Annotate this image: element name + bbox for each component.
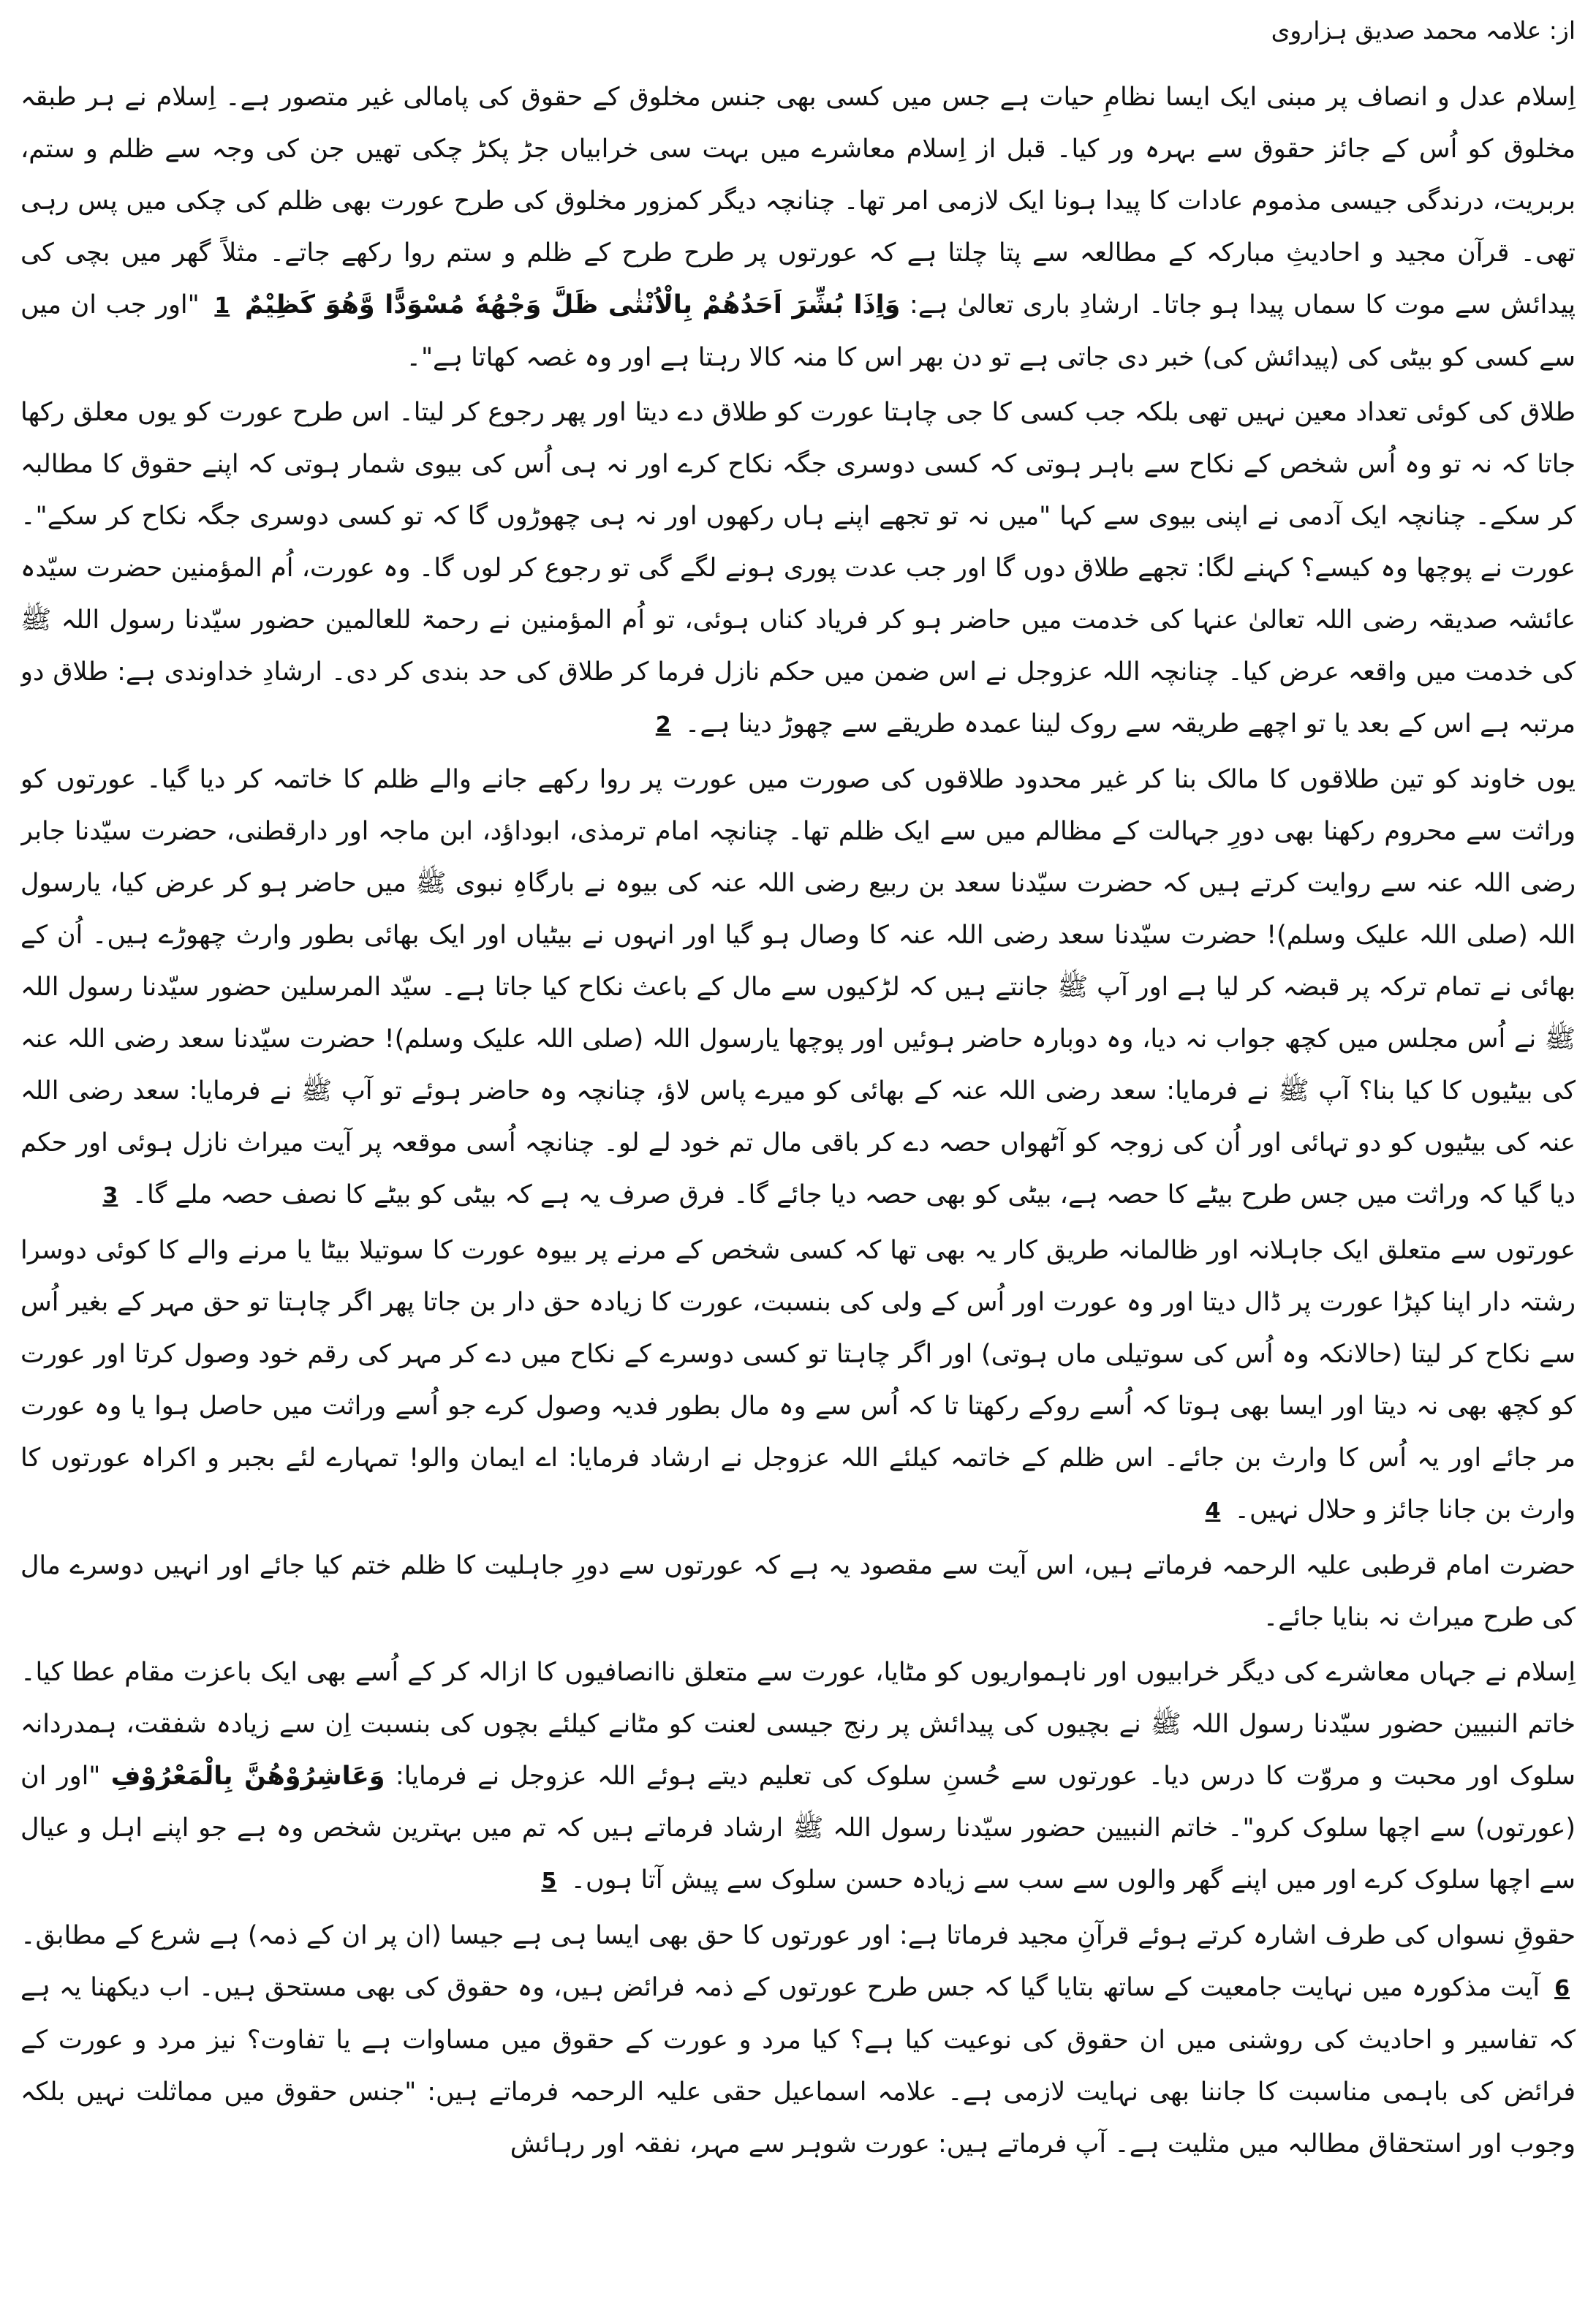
paragraph-qurtubi [20,1540,1576,1644]
paragraph-divorce [20,387,1576,751]
footnote-ref[interactable]: 5 [541,1868,557,1894]
paragraph-inheritance [20,754,1576,1222]
author-line: از: علامہ محمد صدیق ہزاروی [1271,16,1576,45]
paragraph-kindness [20,1647,1576,1907]
paragraph-widow [20,1225,1576,1537]
verse-translation: "اور جب ان میں سے کسی کو بیٹی کی (پیدائش کی) خبر دی جاتی ہے تو دن بھر اس کا منہ کالا رہتا ہے اور وہ غصہ کھاتا ہے"۔ [20,290,1576,372]
quran-verse: وَعَاشِرُوْهُنَّ بِالْمَعْرُوْفِ [110,1762,385,1791]
footnote-ref[interactable]: 6 [1554,1976,1570,2001]
paragraph-rights [20,1910,1576,2170]
verse-translation: "اور ان (عورتوں) سے اچھا سلوک کرو"۔ خاتم النبیین حضور سیّدنا رسول اللہ ﷺ ارشاد فرماتے ہیں کہ تم میں بہترین شخص وہ ہے جو اپنے اہل و عیال سے اچھا سلوک کرے اور میں اپنے گھر والوں سے سب سے زیادہ حسن سلوک سے پیش آتا ہوں۔ [20,1762,1576,1895]
footnote-ref[interactable]: 2 [655,712,671,738]
footnote-ref[interactable]: 3 [102,1183,118,1209]
paragraph-text: حقوقِ نسواں کی طرف اشارہ کرتے ہوئے قرآنِ مجید فرماتا ہے: اور عورتوں کا حق بھی ایسا ہی ہے جیسا (ان پر ان کے ذمہ) ہے شرع کے مطابق۔ [20,1921,1576,1950]
paragraph-continuation: آیت مذکورہ میں نہایت جامعیت کے ساتھ بتایا گیا کہ جس طرح عورتوں کے ذمہ فرائض ہیں، وہ حقوق کی بھی مستحق ہیں۔ اب دیکھنا یہ ہے کہ تفاسیر و احادیث کی روشنی میں ان حقوق کی نوعیت کیا ہے؟ کیا مرد و عورت کے حقوق میں مساوات ہے یا تفاوت؟ نیز مرد و عورت کے فرائض کی باہمی مناسبت کا جاننا بھی نہایت لازمی ہے۔ علامہ اسماعیل حقی علیہ الرحمہ فرماتے ہیں: "جنس حقوق میں مماثلت نہیں بلکہ وجوب اور استحقاق مطالبہ میں مثلیت ہے۔ آپ فرماتے ہیں: عورت شوہر سے مہر، نفقہ اور رہائش [20,1973,1576,2159]
paragraph-text: اِسلام نے جہاں معاشرے کی دیگر خرابیوں اور ناہمواریوں کو مٹایا، عورت سے متعلق ناانصافیوں کا ازالہ کر کے اُسے بھی ایک باعزت مقام عطا کیا۔ خاتم النبیین حضور سیّدنا رسول اللہ ﷺ نے بچیوں کی پیدائش پر رنج جیسی لعنت کو مٹانے کیلئے بچوں کی بنسبت اِن سے زیادہ شفقت، ہمدردانہ سلوک اور محبت و مروّت کا درس دیا۔ عورتوں سے حُسنِ سلوک کی تعلیم دیتے ہوئے اللہ عزوجل نے فرمایا: [20,1658,1576,1791]
paragraph-intro [20,72,1576,384]
paragraph-text: یوں خاوند کو تین طلاقوں کا مالک بنا کر غیر محدود طلاقوں کی صورت میں عورت پر روا رکھے جانے والے ظلم کا خاتمہ کر دیا گیا۔ عورتوں کو وراثت سے محروم رکھنا بھی دورِ جہالت کے مظالم میں سے ایک ظلم تھا۔ چنانچہ امام ترمذی، ابوداؤد، ابن ماجہ اور دارقطنی، حضرت سیّدنا جابر رضی اللہ عنہ سے روایت کرتے ہیں کہ حضرت سیّدنا سعد بن ربیع رضی اللہ عنہ کی بیوہ نے بارگاہِ نبوی ﷺ میں حاضر ہو کر عرض کیا، یارسول اللہ (صلی اللہ علیک وسلم)! حضرت سیّدنا سعد رضی اللہ عنہ کا وصال ہو گیا اور انہوں نے بیٹیاں اور ایک بھائی بطور وارث چھوڑے ہیں۔ اُن کے بھائی نے تمام ترکہ پر قبضہ کر لیا ہے اور آپ ﷺ جانتے ہیں کہ لڑکیوں سے مال کے باعث نکاح کیا جاتا ہے۔ سیّد المرسلین حضور سیّدنا رسول اللہ ﷺ نے اُس مجلس میں کچھ جواب نہ دیا، وہ دوبارہ حاضر ہوئیں اور پوچھا یارسول اللہ (صلی اللہ علیک وسلم)! حضرت سیّدنا سعد رضی اللہ عنہ کی بیٹیوں کا کیا بنا؟ آپ ﷺ نے فرمایا: سعد رضی اللہ عنہ کے بھائی کو میرے پاس لاؤ، چنانچہ وہ حاضر ہوئے تو آپ ﷺ نے فرمایا: سعد رضی اللہ عنہ کی بیٹیوں کو دو تہائی اور اُن کی زوجہ کو آٹھواں حصہ دے کر باقی مال تم خود لے لو۔ چنانچہ اُسی موقعہ پر آیت میراث نازل ہوئی اور حکم دیا گیا کہ وراثت میں جس طرح بیٹے کا حصہ ہے، بیٹی کو بھی حصہ دیا جائے گا۔ فرق صرف یہ ہے کہ بیٹی کو بیٹے کا نصف حصہ ملے گا۔ [20,765,1576,1209]
paragraph-text: اِسلام عدل و انصاف پر مبنی ایک ایسا نظامِ حیات ہے جس میں کسی بھی جنس مخلوق کے حقوق کی پامالی غیر متصور ہے۔ اِسلام نے ہر طبقہ مخلوق کو اُس کے جائز حقوق سے بہرہ ور کیا۔ قبل از اِسلام معاشرے میں بہت سی خرابیاں جڑ پکڑ چکی تھیں جن کی وجہ سے ظلم و ستم، بربریت، درندگی جیسی مذموم عادات کا پیدا ہونا ایک لازمی امر تھا۔ چنانچہ دیگر کمزور مخلوق کی طرح عورت بھی ظلم کی چکی میں پس رہی تھی۔ قرآن مجید و احادیثِ مبارکہ کے مطالعہ سے پتا چلتا ہے کہ عورتوں پر طرح طرح کے ظلم و ستم روا رکھے جاتے۔ مثلاً گھر میں بچی کی پیدائش سے موت کا سماں پیدا ہو جاتا۔ ارشادِ باری تعالیٰ ہے: [20,83,1576,320]
paragraph-text: طلاق کی کوئی تعداد معین نہیں تھی بلکہ جب کسی کا جی چاہتا عورت کو طلاق دے دیتا اور پھر رجوع کر لیتا۔ اس طرح عورت کو یوں معلق رکھا جاتا کہ نہ تو وہ اُس شخص کے نکاح سے باہر ہوتی کہ کسی دوسری جگہ نکاح کرے اور نہ ہی اُس کی بیوی شمار ہوتی کہ اپنے حقوق کا مطالبہ کر سکے۔ چنانچہ ایک آدمی نے اپنی بیوی سے کہا "میں نہ تو تجھے اپنے ہاں رکھوں اور نہ ہی چھوڑوں گا کہ تو کسی دوسری جگہ نکاح کر سکے"۔ عورت نے پوچھا وہ کیسے؟ کہنے لگا: تجھے طلاق دوں گا اور جب عدت پوری ہونے لگے گی تو رجوع کر لوں گا۔ وہ عورت، اُم المؤمنین حضرت سیّدہ عائشہ صدیقہ رضی اللہ تعالیٰ عنہا کی خدمت میں حاضر ہو کر فریاد کناں ہوئی، تو اُم المؤمنین نے رحمۃ للعالمین حضور سیّدنا رسول اللہ ﷺ کی خدمت میں واقعہ عرض کیا۔ چنانچہ اللہ عزوجل نے اس ضمن میں حکم نازل فرما کر طلاق کی حد بندی کر دی۔ ارشادِ خداوندی ہے: طلاق دو مرتبہ ہے اس کے بعد یا تو اچھے طریقہ سے روک لینا عمدہ طریقے سے چھوڑ دینا ہے۔ [20,398,1576,739]
paragraph-text: حضرت امام قرطبی علیہ الرحمہ فرماتے ہیں، اس آیت سے مقصود یہ ہے کہ عورتوں سے دورِ جاہلیت کا ظلم ختم کیا جائے اور انہیں دوسرے مال کی طرح میراث نہ بنایا جائے۔ [20,1551,1576,1632]
footnote-ref[interactable]: 1 [214,293,230,319]
footnote-ref[interactable]: 4 [1205,1498,1221,1524]
quran-verse: وَاِذَا بُشِّرَ اَحَدُهُمْ بِالْاُنْثٰى ظَلَّ وَجْهُهٗ مُسْوَدًّا وَّهُوَ كَظِيْمٌ [244,290,901,320]
paragraph-text: عورتوں سے متعلق ایک جاہلانہ اور ظالمانہ طریق کار یہ بھی تھا کہ کسی شخص کے مرنے پر بیوہ عورت کا سوتیلا بیٹا یا مرنے والے کا کوئی دوسرا رشتہ دار اپنا کپڑا عورت پر ڈال دیتا اور وہ عورت اور اُس کے ولی کی بنسبت، عورت کا زیادہ حق دار بن جاتا پھر اگر چاہتا تو حق مہر کے بغیر اُس سے نکاح کر لیتا (حالانکہ وہ اُس کی سوتیلی ماں ہوتی) اور اگر چاہتا تو کسی دوسرے کے نکاح میں دے کر مہر کی رقم خود وصول کرتا اور عورت کو کچھ بھی نہ دیتا اور ایسا بھی ہوتا کہ اُسے روکے رکھتا تا کہ اُس سے وہ مال بطور فدیہ وصول کرے جو اُسے وراثت میں حاصل ہوا یا وہ عورت مر جائے اور یہ اُس کا وارث بن جائے۔ اس ظلم کے خاتمہ کیلئے اللہ عزوجل نے ارشاد فرمایا: اے ایمان والو! تمہارے لئے بجبر و اکراہ عورتوں کا وارث بن جانا جائز و حلال نہیں۔ [20,1236,1576,1525]
